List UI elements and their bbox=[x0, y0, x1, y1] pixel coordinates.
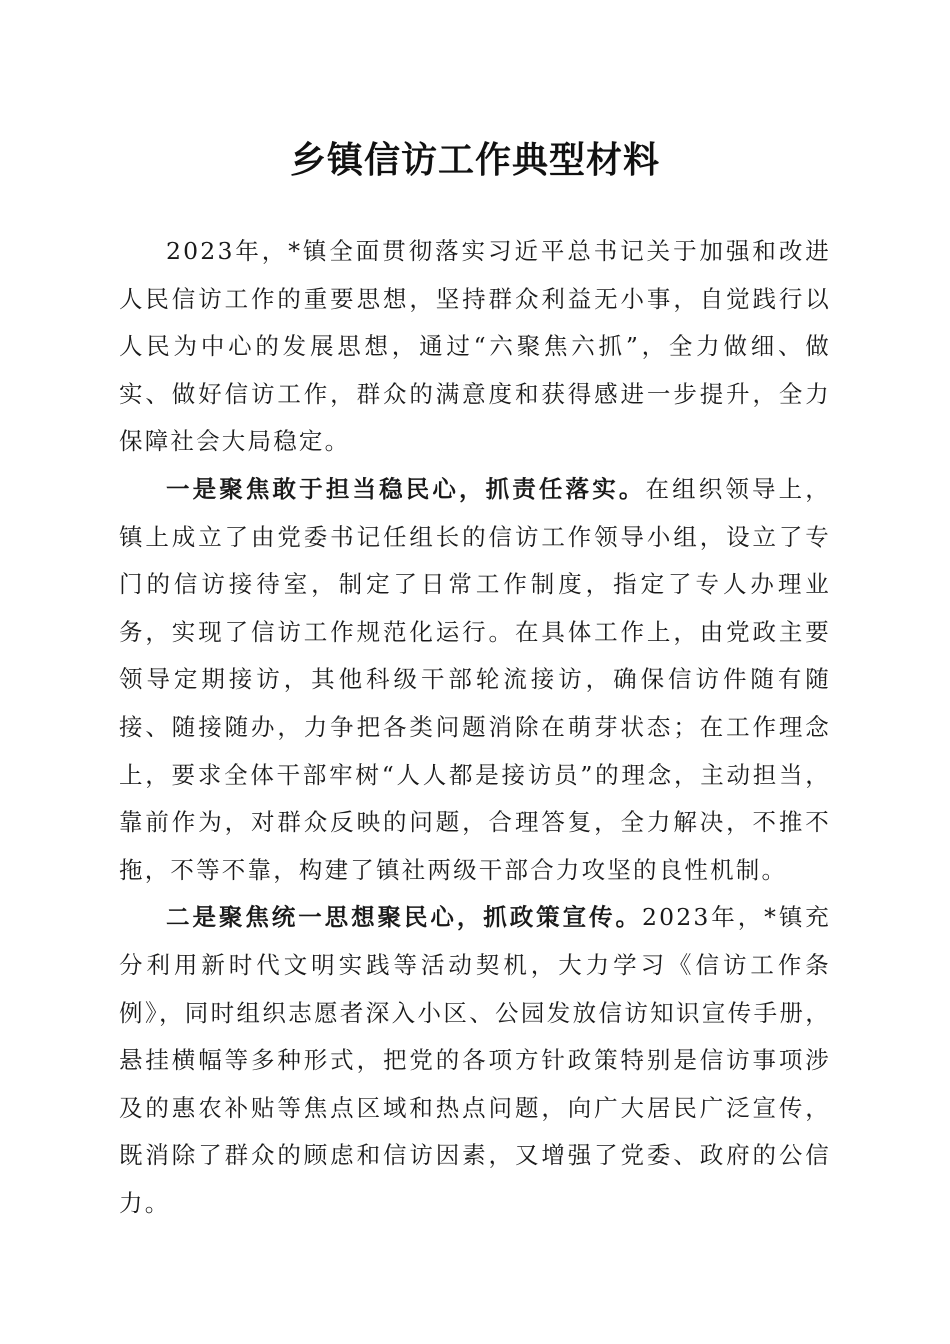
paragraph-text: 在组织领导上，镇上成立了由党委书记任组长的信访工作领导小组，设立了专门的信访接待室，制定了日常工作制度，指定了专人办理业务，实现了信访工作规范化运行。在具体工作上，由党政主要领导定期接访，其他科级干部轮流接访，确保信访件随有随接、随接随办，力争把各类问题消除在萌芽状态；在工作理念上，要求全体干部牢树“人人都是接访员”的理念，主动担当，靠前作为，对群众反映的问题，合理答复，全力解决，不推不拖，不等不靠，构建了镇社两级干部合力攻坚的良性机制。 bbox=[119, 474, 831, 884]
document-title: 乡镇信访工作典型材料 bbox=[289, 139, 660, 181]
paragraph-text: 2023年，*镇全面贯彻落实习近平总书记关于加强和改进人民信访工作的重要思想，坚持群众利益无小事，自觉践行以人民为中心的发展思想，通过“六聚焦六抓”，全力做细、做实、做好信访工作，群众的满意度和获得感进一步提升，全力保障社会大局稳定。 bbox=[119, 237, 831, 456]
paragraph-text: 2023年，*镇充分利用新时代文明实践等活动契机，大力学习《信访工作条例》，同时组织志愿者深入小区、公园发放信访知识宣传手册，悬挂横幅等多种形式，把党的各项方针政策特别是信访事项涉及的惠农补贴等焦点区域和热点问题，向广大居民广泛宣传，既消除了群众的顾虑和信访因素，又增强了党委、政府的公信力。 bbox=[119, 903, 831, 1217]
paragraph-section-two bbox=[119, 894, 831, 1227]
paragraph-lead: 二是聚焦统一思想聚民心，抓政策宣传。 bbox=[166, 903, 642, 932]
paragraph-lead: 一是聚焦敢于担当稳民心，抓责任落实。 bbox=[166, 474, 646, 503]
document-body bbox=[119, 228, 831, 1227]
paragraph-intro bbox=[119, 228, 831, 466]
paragraph-section-one bbox=[119, 466, 831, 894]
